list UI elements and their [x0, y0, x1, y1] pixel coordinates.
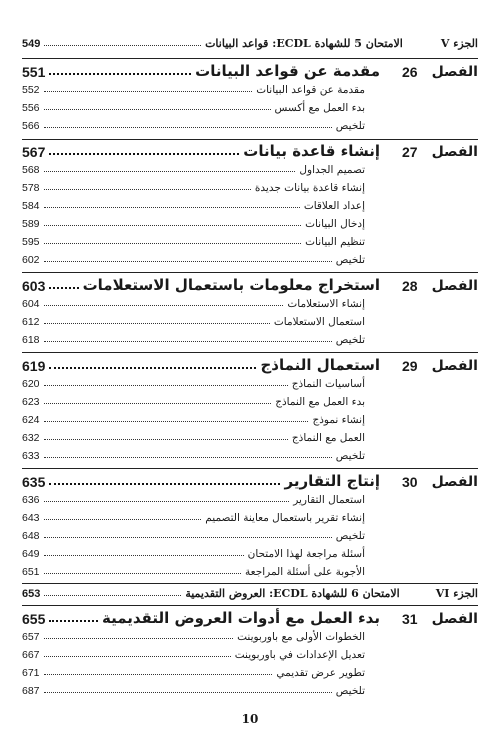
section-entry: [22, 102, 478, 114]
page-number: 556: [22, 102, 40, 114]
section-title: إنشاء الاستعلامات: [287, 298, 365, 310]
chapter-label: الفصل: [431, 358, 478, 374]
chapter-number: 30: [401, 474, 418, 490]
page-number: 633: [22, 450, 40, 462]
dot-leader: [49, 153, 239, 155]
chapter-entry: [22, 62, 478, 80]
page-number: 624: [22, 414, 40, 426]
section-entry: [22, 450, 478, 462]
dot-leader: [44, 207, 300, 208]
section-title: تلخيص: [335, 254, 365, 266]
section-title: بدء العمل مع النماذج: [275, 396, 365, 408]
chapter-title: بدء العمل مع أدوات العروض التقديمية: [101, 609, 380, 627]
page-number: 566: [22, 120, 40, 132]
section-title: أساسيات النماذج: [291, 378, 365, 390]
section-entry: [22, 414, 478, 426]
page-number: 671: [22, 667, 40, 679]
dot-leader: [44, 341, 332, 342]
page-number: 603: [22, 278, 46, 294]
chapter-label: الفصل: [431, 144, 478, 160]
page-number: 595: [22, 236, 40, 248]
chapter-entry: [22, 609, 478, 627]
section-entry: [22, 649, 478, 661]
divider: [22, 583, 478, 584]
page-number: 655: [22, 611, 46, 627]
section-title: تلخيص: [335, 450, 365, 462]
page-number: 636: [22, 494, 40, 506]
chapter-number: 28: [401, 278, 418, 294]
section-entry: [22, 164, 478, 176]
dot-leader: [44, 537, 332, 538]
page-number: 567: [22, 144, 46, 160]
page-number: 584: [22, 200, 40, 212]
section-title: تلخيص: [335, 530, 365, 542]
dot-leader: [44, 501, 290, 502]
divider: [22, 272, 478, 273]
section-entry: [22, 548, 478, 560]
section-entry: [22, 218, 478, 230]
dot-leader: [44, 692, 332, 693]
part-label: الجزء VI: [435, 587, 478, 600]
page-number: 602: [22, 254, 40, 266]
dot-leader: [44, 91, 253, 92]
section-title: أسئلة مراجعة لهذا الامتحان: [247, 548, 365, 560]
page-number: 635: [22, 474, 46, 490]
page-number: 604: [22, 298, 40, 310]
dot-leader: [44, 439, 288, 440]
section-entry: [22, 530, 478, 542]
section-entry: [22, 334, 478, 346]
dot-leader: [44, 519, 202, 520]
chapter-number: 26: [401, 64, 418, 80]
section-entry: [22, 512, 478, 524]
section-entry: [22, 566, 478, 578]
section-title: تصميم الجداول: [299, 164, 365, 176]
chapter-title: إنشاء قاعدة بيانات: [243, 142, 380, 160]
chapter-entry: [22, 356, 478, 374]
section-entry: [22, 120, 478, 132]
divider: [22, 352, 478, 353]
section-title: إنشاء تقرير باستعمال معاينة التصميم: [205, 512, 365, 524]
dot-leader: [49, 367, 256, 369]
section-title: تطوير عرض تقديمي: [276, 667, 365, 679]
chapter-entry: [22, 142, 478, 160]
page-number: 578: [22, 182, 40, 194]
page-number: 651: [22, 566, 40, 578]
page-number: 589: [22, 218, 40, 230]
divider: [22, 58, 478, 59]
dot-leader: [44, 305, 284, 306]
page-number: 667: [22, 649, 40, 661]
section-title: الخطوات الأولى مع باوربوينت: [237, 631, 365, 643]
page-number: 551: [22, 64, 46, 80]
chapter-number: 31: [401, 611, 418, 627]
divider: [22, 605, 478, 606]
dot-leader: [44, 674, 273, 675]
divider: [22, 468, 478, 469]
section-title: تلخيص: [335, 334, 365, 346]
dot-leader: [44, 243, 302, 244]
section-entry: [22, 298, 478, 310]
chapter-title: إنتاج التقارير: [284, 472, 380, 490]
page-footer-number: 10: [241, 712, 259, 726]
section-entry: [22, 667, 478, 679]
dot-leader: [49, 73, 191, 75]
page-number: 612: [22, 316, 40, 328]
section-title: تعديل الإعدادات في باوربوينت: [234, 649, 365, 661]
dot-leader: [44, 638, 234, 639]
page-number: 568: [22, 164, 40, 176]
section-title: تنظيم البيانات: [305, 236, 365, 248]
chapter-entry: [22, 276, 478, 294]
dot-leader: [44, 555, 244, 556]
chapter-title: استخراج معلومات باستعمال الاستعلامات: [82, 276, 380, 294]
chapter-number: 27: [401, 144, 418, 160]
page-number: 549: [22, 38, 41, 50]
section-title: إنشاء قاعدة بيانات جديدة: [254, 182, 365, 194]
dot-leader: [44, 225, 302, 226]
chapter-title: استعمال النماذج: [260, 356, 380, 374]
chapter-label: الفصل: [431, 64, 478, 80]
page-number: 657: [22, 631, 40, 643]
dot-leader: [44, 261, 332, 262]
dot-leader: [44, 109, 271, 110]
page-number: 649: [22, 548, 40, 560]
dot-leader: [44, 656, 231, 657]
section-entry: [22, 182, 478, 194]
section-entry: [22, 200, 478, 212]
page-number: 620: [22, 378, 40, 390]
dot-leader: [44, 127, 332, 128]
section-entry: [22, 631, 478, 643]
section-entry: [22, 236, 478, 248]
section-title: إنشاء نموذج: [312, 414, 365, 426]
section-title: تلخيص: [335, 120, 365, 132]
section-title: الأجوبة على أسئلة المراجعة: [245, 566, 365, 578]
chapter-label: الفصل: [431, 611, 478, 627]
divider: [22, 139, 478, 140]
page-number: 619: [22, 358, 46, 374]
dot-leader: [44, 457, 332, 458]
dot-leader: [44, 189, 251, 190]
part-label: الجزء V: [440, 37, 478, 50]
section-title: تلخيص: [335, 685, 365, 697]
dot-leader: [44, 385, 288, 386]
part-title: الامتحان 6 للشهادة ECDL: العروض التقديمية: [185, 587, 400, 600]
page-number: 687: [22, 685, 40, 697]
page-number: 648: [22, 530, 40, 542]
chapter-number: 29: [401, 358, 418, 374]
section-entry: [22, 84, 478, 96]
page-number: 618: [22, 334, 40, 346]
section-entry: [22, 396, 478, 408]
chapter-label: الفصل: [431, 474, 478, 490]
dot-leader: [49, 483, 280, 485]
chapter-entry: [22, 472, 478, 490]
part-entry: [22, 37, 478, 50]
page-number: 653: [22, 588, 41, 600]
chapter-title: مقدمة عن قواعد البيانات: [195, 62, 380, 80]
dot-leader: [44, 403, 272, 404]
dot-leader: [44, 171, 296, 172]
section-entry: [22, 432, 478, 444]
part-entry: [22, 587, 478, 600]
page-number: 643: [22, 512, 40, 524]
dot-leader: [44, 45, 201, 46]
section-title: بدء العمل مع أكسس: [274, 102, 365, 114]
page-number: 632: [22, 432, 40, 444]
section-entry: [22, 316, 478, 328]
part-title: الامتحان 5 للشهادة ECDL: قواعد البيانات: [205, 37, 403, 50]
dot-leader: [49, 287, 78, 289]
section-entry: [22, 378, 478, 390]
section-entry: [22, 494, 478, 506]
section-title: استعمال الاستعلامات: [273, 316, 365, 328]
section-title: مقدمة عن قواعد البيانات: [256, 84, 365, 96]
section-entry: [22, 254, 478, 266]
dot-leader: [44, 595, 181, 596]
section-entry: [22, 685, 478, 697]
page-number: 623: [22, 396, 40, 408]
dot-leader: [44, 573, 242, 574]
section-title: إدخال البيانات: [305, 218, 365, 230]
section-title: إعداد العلاقات: [303, 200, 365, 212]
section-title: العمل مع النماذج: [291, 432, 365, 444]
dot-leader: [44, 421, 309, 422]
dot-leader: [44, 323, 270, 324]
page-number: 552: [22, 84, 40, 96]
section-title: استعمال التقارير: [293, 494, 365, 506]
dot-leader: [49, 620, 98, 622]
chapter-label: الفصل: [431, 278, 478, 294]
